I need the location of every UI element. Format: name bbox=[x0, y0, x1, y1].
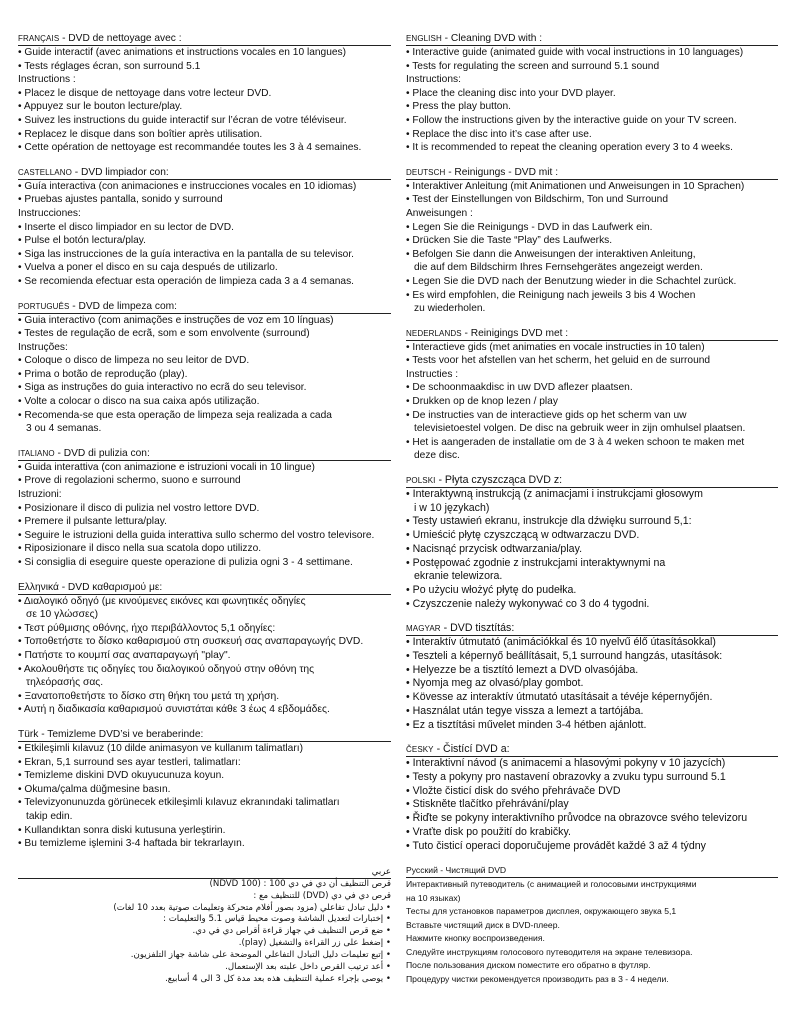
heading-text: - DVD di pulizia con: bbox=[54, 447, 150, 459]
instruction-line: • Ekran, 5,1 surround ses ayar testleri, talimatları: bbox=[18, 756, 241, 768]
instruction-line: • Suivez les instructions du guide interactif sur l’écran de votre téléviseur. bbox=[18, 114, 347, 126]
section-cesky bbox=[406, 743, 778, 853]
language-label: POLSKI bbox=[406, 476, 436, 486]
section-ellinika bbox=[18, 581, 391, 717]
instruction-line: • Bu temizleme işlemini 3-4 haftada bir tekrarlayın. bbox=[18, 838, 245, 850]
instruction-line: Процедуру чистки рекомендуется производить раз в 3 - 4 недели. bbox=[406, 973, 669, 984]
heading-text: - DVD tisztítás: bbox=[440, 622, 515, 635]
instruction-line: • Umieścić płytę czyszczącą w odtwarzaczu DVD. bbox=[406, 529, 640, 542]
instruction-line: • It is recommended to repeat the cleaning operation every 3 to 4 weeks. bbox=[406, 142, 733, 154]
heading-text: Türk - Temizleme DVD’si ve beraberinde: bbox=[18, 728, 204, 740]
instruction-line: • Guide interactif (avec animations et instructions vocales en 10 langues) bbox=[18, 47, 347, 58]
instruction-line: • Kövesse az interaktív útmutató utasításait a tévéje képernyőjén. bbox=[406, 691, 713, 704]
section-heading bbox=[18, 447, 391, 461]
instruction-line: • Testy ustawień ekranu, instrukcje dla dźwięku surround 5,1: bbox=[406, 515, 692, 528]
instruction-line: • Tests réglages écran, son surround 5.1 bbox=[18, 60, 201, 72]
instruction-line: • Volte a colocar o disco na sua caixa após utilização. bbox=[18, 396, 260, 408]
heading-text: - Čistící DVD a: bbox=[433, 743, 510, 756]
heading-text: - Reinigings DVD met : bbox=[461, 327, 569, 339]
section-heading bbox=[406, 743, 778, 757]
right-column bbox=[406, 32, 778, 986]
instruction-line: • Helyezze be a tisztító lemezt a DVD olvasójába. bbox=[406, 663, 639, 676]
instruction-line: • Ez a tisztítási művelet minden 3-4 hétben ajánlott. bbox=[406, 718, 647, 731]
instruction-line: i w 10 językach) bbox=[414, 501, 490, 514]
section-portugues bbox=[18, 300, 391, 436]
instruction-line: zu wiederholen. bbox=[414, 303, 486, 315]
section-russkiy bbox=[406, 864, 778, 986]
instruction-line: • Recomenda-se que esta operação de limpeza seja realizada a cada bbox=[18, 409, 332, 421]
instruction-line: на 10 языках) bbox=[406, 892, 461, 903]
instruction-line: • Inserte el disco limpiador en su lector de DVD. bbox=[18, 221, 234, 233]
heading-text: Русский - Чистящий DVD bbox=[406, 865, 507, 876]
section-heading bbox=[406, 474, 778, 488]
section-castellano bbox=[18, 166, 391, 289]
instruction-line: • Ακολουθήστε τις οδηγίες του διαλογικού οδηγού στην οθόνη της bbox=[18, 663, 315, 675]
section-heading bbox=[406, 166, 778, 180]
instruction-line: • Teszteli a képernyő beállításait, 5,1 surround hangzás, utasítások: bbox=[406, 650, 723, 663]
section-heading: عربي bbox=[371, 865, 391, 876]
instruction-line: Тесты для установков параметров дисплея, окружающего звука 5,1 bbox=[406, 906, 677, 917]
instruction-line: • Replace the disc into it’s case after use. bbox=[406, 128, 592, 140]
heading-text: - Reinigungs - DVD mit : bbox=[445, 166, 559, 178]
section-arabic bbox=[18, 865, 391, 986]
instruction-line: • Okuma/çalma düğmesine basın. bbox=[18, 783, 171, 795]
instruction-line: • Vuelva a poner el disco en su caja después de utilizarlo. bbox=[18, 262, 278, 274]
instruction-line: • Coloque o disco de limpeza no seu leitor de DVD. bbox=[18, 355, 250, 367]
instruction-line: • Interactive guide (animated guide with vocal instructions in 10 languages) bbox=[406, 47, 744, 58]
instruction-line: • Test der Einstellungen von Bildschirm, Ton und Surround bbox=[406, 194, 668, 206]
heading-text: - Płyta czyszcząca DVD z: bbox=[435, 474, 563, 487]
instruction-line: die auf dem Bildschirm Ihres Fernsehgerätes angezeigt werden. bbox=[414, 262, 703, 274]
instruction-line: • Guía interactiva (con animaciones e instrucciones vocales en 10 idiomas) bbox=[18, 180, 357, 192]
instruction-line: • Τεστ ρύθμισης οθόνης, ήχο περιβάλλοντος 5,1 οδηγίες: bbox=[18, 622, 276, 634]
instruction-line: • Tuto čisticí operaci doporučujeme provádět každé 3 až 4 týdny bbox=[406, 839, 706, 852]
section-polski bbox=[406, 474, 778, 611]
instruction-line: • Siga las instrucciones de la guía interactiva en la pantalla de su televisor. bbox=[18, 248, 354, 260]
instruction-line: deze disc. bbox=[414, 450, 460, 462]
instruction-line: • Guida interattiva (con animazione e istruzioni vocali in 10 lingue) bbox=[18, 461, 315, 473]
instruction-line: После пользования диском поместите его обратно в футляр. bbox=[406, 960, 651, 971]
instruction-line: • Interaktív útmutató (animációkkal és 10 nyelvű élő útasításokkal) bbox=[406, 636, 716, 649]
instruction-line: • Interaktywną instrukcją (z animacjami i instrukcjami głosowym bbox=[406, 488, 703, 501]
instruction-line: • Het is aangeraden de installatie om de 3 à 4 weken schoon te maken met bbox=[406, 436, 745, 448]
section-heading bbox=[18, 581, 391, 595]
instruction-line: • Interaktivní návod (s animacemi a hlasovými pokyny v 10 jazycích) bbox=[406, 757, 726, 770]
instruction-line: • Se recomienda efectuar esta operación de limpieza cada 3 a 4 semanas. bbox=[18, 275, 354, 287]
instruction-line: televisietoestel volgen. De disc na gebruik weer in zijn omhulsel plaatsen. bbox=[414, 423, 746, 435]
instruction-line: • Testes de regulação de ecrã, som e som envolvente (surround) bbox=[18, 328, 310, 340]
instruction-line: • Testy a pokyny pro nastavení obrazovky a zvuku typu surround 5.1 bbox=[406, 770, 726, 783]
instruction-line: • Prove di regolazioni schermo, suono e surround bbox=[18, 475, 241, 487]
instruction-line: • Cette opération de nettoyage est recommandée toutes les 3 à 4 semaines. bbox=[18, 142, 362, 154]
section-turk bbox=[18, 728, 391, 851]
instruction-line: • Interactieve gids (met animaties en vocale instructies in 10 talen) bbox=[406, 341, 705, 353]
instruction-line: • De instructies van de interactieve gids op het scherm van uw bbox=[406, 409, 687, 421]
instruction-line: Anweisungen : bbox=[406, 207, 473, 219]
section-heading bbox=[406, 32, 778, 46]
instruction-line: Следуйте инструкциям голосового путеводителя на экране телевизора. bbox=[406, 946, 693, 957]
left-column bbox=[18, 32, 391, 986]
instruction-line: • ضع قرص التنظيف في جهاز قراءة أقراص دي في دي. bbox=[192, 926, 391, 937]
instruction-line: • Befolgen Sie dann die Anweisungen der interaktiven Anleitung, bbox=[406, 248, 696, 260]
heading-text: - DVD limpiador con: bbox=[71, 166, 169, 178]
instruction-line: • Διαλογικό οδηγό (με κινούμενες εικόνες και φωνητικές οδηγίες bbox=[18, 595, 306, 607]
instruction-line: • Follow the instructions given by the interactive guide on your TV screen. bbox=[406, 114, 737, 126]
language-label: ENGLISH bbox=[406, 34, 442, 43]
heading-text: - DVD de nettoyage avec : bbox=[59, 33, 182, 44]
instruction-line: • إتبع تعليمات دليل التبادل التفاعلي الموضحة على شاشة جهاز التلفزيون. bbox=[130, 950, 391, 961]
instruction-line: • Nyomja meg az olvasó/play gombot. bbox=[406, 677, 584, 690]
instruction-line: • Placez le disque de nettoyage dans votre lecteur DVD. bbox=[18, 87, 272, 99]
instruction-line: قرص دي في دي (DVD) للتنظيف مع : bbox=[253, 890, 391, 901]
section-heading bbox=[18, 300, 391, 314]
instruction-line: • Seguire le istruzioni della guida interattiva sullo schermo del vostro televisore. bbox=[18, 529, 375, 541]
instruction-line: • Tests for regulating the screen and surround 5.1 sound bbox=[406, 60, 660, 72]
instruction-line: • Televizyonunuzda görünecek etkileşimli kılavuz ekranındaki talimatları bbox=[18, 797, 340, 809]
instruction-line: • Ξανατοποθετήστε το δίσκο στη θήκη του μετά τη χρήση. bbox=[18, 690, 280, 702]
section-heading bbox=[18, 166, 391, 180]
instruction-line: • Kullandıktan sonra diski kutusuna yerleştirin. bbox=[18, 824, 226, 836]
heading-text: - Cleaning DVD with : bbox=[441, 33, 543, 44]
instruction-line: • Τοποθετήστε το δίσκο καθαρισμού στη συσκευή σας αναπαραγωγής DVD. bbox=[18, 636, 364, 648]
heading-text: Ελληνικά - DVD καθαρισμού με: bbox=[18, 581, 163, 593]
language-label: DEUTSCH bbox=[406, 167, 446, 177]
instruction-line: • Αυτή η διαδικασία καθαρισμού συνιστάται κάθε 3 έως 4 εβδομάδες. bbox=[18, 704, 330, 716]
instruction-line: Instructions: bbox=[406, 74, 461, 86]
section-heading bbox=[406, 864, 778, 878]
instruction-line: • Πατήστε το κουμπί σας αναπαραγωγή "play". bbox=[18, 649, 231, 661]
instruction-line: • Appuyez sur le bouton lecture/play. bbox=[18, 101, 183, 113]
language-label: ČESKY bbox=[406, 745, 434, 755]
instruction-line: • Es wird empfohlen, die Reinigung nach jeweils 3 bis 4 Wochen bbox=[406, 289, 696, 301]
instruction-line: قرص التنظيف أن دي في دي 100 : (NDVD 100) bbox=[209, 878, 391, 889]
instruction-line: • إضغط على زر القراءة والتشغيل (play). bbox=[238, 938, 391, 949]
language-label: PORTUGUÊS bbox=[18, 301, 70, 311]
language-label: CASTELLANO bbox=[18, 167, 72, 177]
instruction-line: • Premere il pulsante lettura/play. bbox=[18, 516, 167, 528]
instruction-line: • Replacez le disque dans son boîtier après utilisation. bbox=[18, 128, 263, 140]
section-english bbox=[406, 32, 778, 155]
instruction-line: • De schoonmaakdisc in uw DVD aflezer plaatsen. bbox=[406, 382, 633, 394]
instruction-line: Istruzioni: bbox=[18, 489, 62, 501]
instruction-line: • Si consiglia di eseguire queste operazione di pulizia ogni 3 - 4 settimane. bbox=[18, 557, 353, 568]
language-label: ITALIANO bbox=[18, 448, 55, 458]
instruction-line: • إختبارات لتعديل الشاشة وصوت محيط قياس 5.1 والتعليمات : bbox=[163, 914, 391, 925]
instruction-line: τηλεόρασής σας. bbox=[26, 677, 104, 689]
instruction-line: • Pruebas ajustes pantalla, sonido y surround bbox=[18, 194, 223, 206]
instruction-line: • Vraťte disk po použití do krabičky. bbox=[406, 825, 571, 838]
instruction-line: Интерактивный путеводитель (с анимацией и голосовыми инструкциями bbox=[406, 879, 697, 890]
section-nederlands bbox=[406, 327, 778, 463]
instruction-line: • Legen Sie die DVD nach der Benutzung wieder in die Schachtel zurück. bbox=[406, 275, 737, 287]
section-francais bbox=[18, 32, 391, 155]
instruction-line: • Posizionare il disco di pulizia nel vostro lettore DVD. bbox=[18, 502, 260, 514]
language-label: FRANÇAIS bbox=[18, 34, 60, 43]
instruction-line: σε 10 γλώσσες) bbox=[26, 609, 98, 621]
instruction-line: Нажмите кнопку воспроизведения. bbox=[406, 933, 545, 944]
instruction-line: • Stiskněte tlačítko přehrávání/play bbox=[406, 798, 569, 811]
instruction-line: • Vložte čisticí disk do svého přehrávače DVD bbox=[406, 784, 621, 797]
instruction-line: 3 ou 4 semanas. bbox=[26, 423, 102, 435]
section-heading bbox=[406, 622, 778, 636]
instruction-line: • Czyszczenie należy wykonywać co 3 do 4 tygodni. bbox=[406, 597, 650, 610]
instruction-line: • Temizleme diskini DVD okuyucunuza koyun. bbox=[18, 770, 225, 782]
instruction-line: ekranie telewizora. bbox=[414, 570, 503, 583]
section-heading bbox=[406, 327, 778, 341]
instruction-line: • Nacisnąć przycisk odtwarzania/play. bbox=[406, 542, 583, 555]
instruction-line: • Siga as instruções do guia interactivo no ecrã do seu televisor. bbox=[18, 382, 307, 394]
language-label: NEDERLANDS bbox=[406, 328, 462, 338]
instruction-line: • Řiďte se pokyny interaktivního průvodce na obrazovce svého televizoru bbox=[406, 812, 748, 825]
heading-text: - DVD de limpeza com: bbox=[69, 300, 178, 312]
instruction-line: • Drücken Sie die Taste “Play” des Laufwerks. bbox=[406, 235, 613, 247]
instruction-line: • Riposizionare il disco nella sua scatola dopo utilizzo. bbox=[18, 543, 262, 555]
language-label: MAGYAR bbox=[406, 624, 441, 634]
instruction-line: • أعد ترتيب القرص داخل علبته بعد الإستعمال. bbox=[225, 962, 391, 973]
instruction-line: • Pulse el botón lectura/play. bbox=[18, 235, 146, 247]
instruction-line: • Használat után tegye vissza a lemezt a tartójába. bbox=[406, 704, 644, 717]
instruction-line: • دليل تبادل تفاعلي (مزود بصور أفلام متحركة وتعليمات صوتية بعدد 10 لغات) bbox=[113, 902, 391, 913]
instruction-line: • Etkileşimli kılavuz (10 dilde animasyon ve kullanım talimatları) bbox=[18, 742, 303, 754]
instruction-line: • Postępować zgodnie z instrukcjami interaktywnymi na bbox=[406, 556, 666, 569]
instruction-line: Instruções: bbox=[18, 341, 68, 353]
instruction-line: • Place the cleaning disc into your DVD player. bbox=[406, 87, 616, 99]
instruction-line: • Legen Sie die Reinigungs - DVD in das Laufwerk ein. bbox=[406, 221, 653, 233]
instruction-line: Instrucciones: bbox=[18, 207, 81, 219]
instruction-line: • Po użyciu włożyć płytę do pudełka. bbox=[406, 583, 577, 596]
instruction-line: Instructions : bbox=[18, 74, 76, 86]
instruction-line: takip edin. bbox=[26, 810, 73, 822]
section-deutsch bbox=[406, 166, 778, 316]
instruction-line: • Press the play button. bbox=[406, 101, 511, 113]
section-italiano bbox=[18, 447, 391, 570]
instruction-line: • Drukken op de knop lezen / play bbox=[406, 396, 558, 408]
section-magyar bbox=[406, 622, 778, 732]
instruction-line: • Prima o botão de reprodução (play). bbox=[18, 368, 188, 380]
instruction-line: Вставьте чистящий диск в DVD-плеер. bbox=[406, 919, 560, 930]
instruction-line: • Tests voor het afstellen van het scherm, het geluid en de surround bbox=[406, 355, 711, 367]
instruction-line: • Guia interactivo (com animações e instruções de voz em 10 línguas) bbox=[18, 314, 334, 326]
section-heading bbox=[18, 728, 391, 742]
section-heading bbox=[18, 32, 391, 46]
instruction-line: • Interaktiver Anleitung (mit Animationen und Anweisungen in 10 Sprachen) bbox=[406, 180, 745, 192]
instruction-line: • يوصى بإجراء عملية التنظيف هذه بعد مدة كل 3 الى 4 أسابيع. bbox=[165, 973, 391, 984]
instruction-line: Instructies : bbox=[406, 368, 459, 380]
